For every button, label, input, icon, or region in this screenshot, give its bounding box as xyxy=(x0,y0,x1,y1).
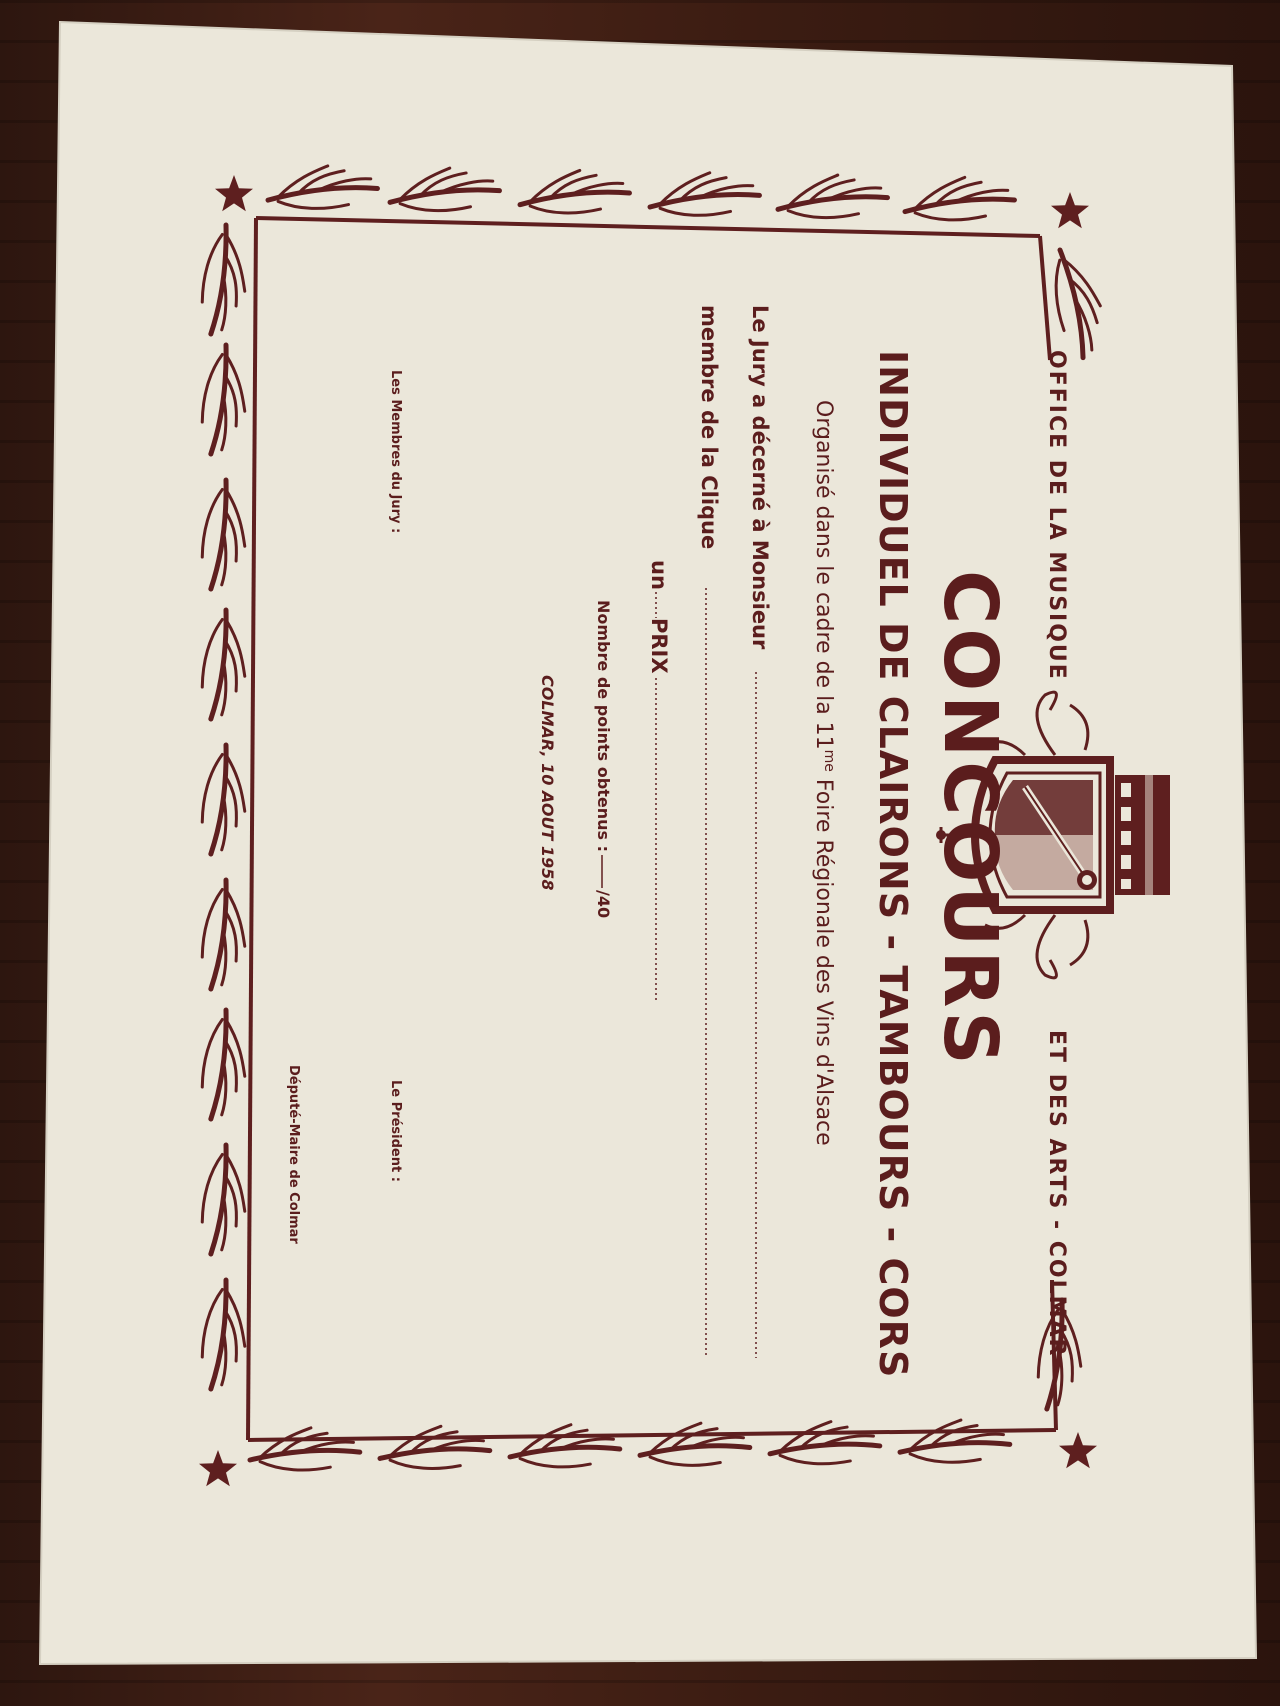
points-label: Nombre de points obtenus : xyxy=(594,600,613,852)
jury-line: Le Jury a décerné à Monsieur xyxy=(748,305,772,650)
jury-members-label: Les Membres du Jury : xyxy=(388,370,403,534)
clique-line: membre de la Clique xyxy=(697,305,721,550)
organized-suffix: Foire Régionale des Vins d'Alsace xyxy=(811,771,836,1146)
header-right: ET DES ARTS - COLMAR xyxy=(1044,1030,1069,1358)
points-max: /40 xyxy=(594,890,613,919)
president-label: Le Président : xyxy=(388,1080,403,1182)
subtitle: INDIVIDUEL DE CLAIRONS - TAMBOURS - CORS xyxy=(871,350,915,1379)
title: CONCOURS xyxy=(927,570,1013,1069)
place-date: COLMAR, 10 AOUT 1958 xyxy=(538,675,557,891)
header-left: OFFICE DE LA MUSIQUE xyxy=(1044,350,1069,681)
mayor-label: Député-Maire de Colmar xyxy=(286,1065,301,1244)
organized-line xyxy=(811,400,837,1146)
organized-sup: me xyxy=(821,749,837,772)
prize-prefix: un xyxy=(647,560,671,590)
organized-prefix: Organisé dans le cadre de la 11 xyxy=(811,400,836,750)
prize-label: PRIX xyxy=(647,618,671,674)
